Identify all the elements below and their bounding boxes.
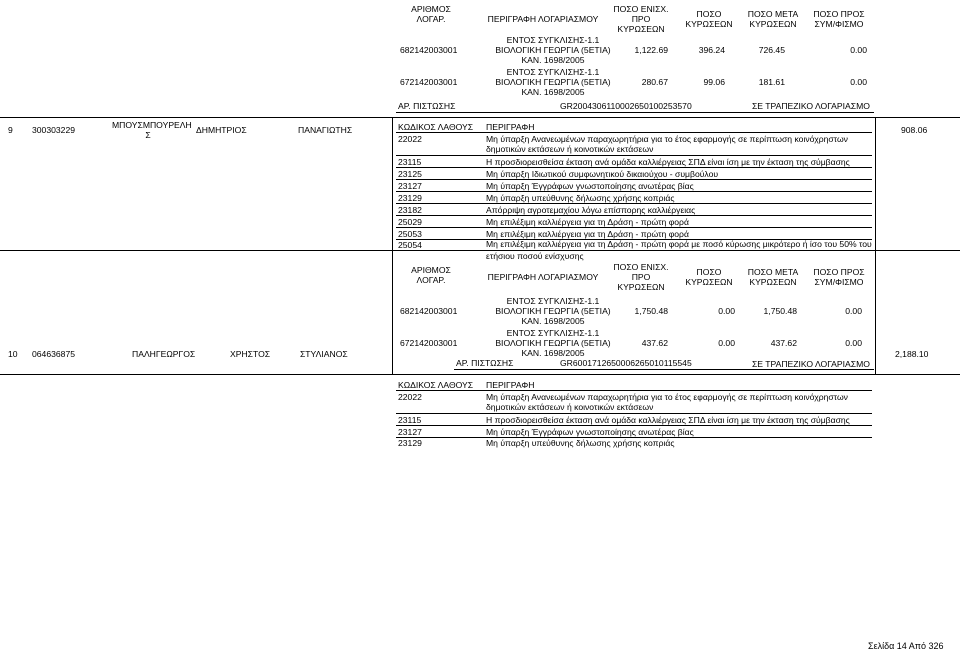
amount-offset: 0.00 — [850, 77, 867, 87]
error-description: Μη επιλέξιμη καλλιέργεια για τη Δράση - πρώτη φορά — [486, 217, 689, 227]
record-father-name: ΠΑΝΑΓΙΩΤΗΣ — [298, 125, 353, 135]
divider — [396, 215, 872, 216]
divider — [396, 425, 872, 426]
record-afm: 064636875 — [32, 349, 76, 359]
header-amount-after: ΠΟΣΟ ΜΕΤΑ ΚΥΡΩΣΕΩΝ — [747, 267, 799, 287]
error-code: 23127 — [398, 427, 422, 437]
error-description: Μη ύπαρξη Ιδιωτικού συμφωνητικού δικαιούχου - συμβούλου — [486, 169, 719, 179]
record-surname: ΜΠΟΥΣΜΠΟΥΡΕΛΗ Σ — [112, 120, 192, 140]
amount-offset: 0.00 — [845, 306, 862, 316]
divider — [875, 250, 876, 374]
error-code: 25053 — [398, 229, 422, 239]
error-code: 23115 — [398, 157, 422, 167]
record-afm: 300303229 — [32, 125, 76, 135]
amount-offset: 0.00 — [845, 338, 862, 348]
account-number: 672142003001 — [400, 77, 458, 87]
divider — [396, 227, 872, 228]
header-account-number: ΑΡΙΘΜΟΣ ΛΟΓΑΡ. — [411, 265, 451, 285]
amount-pre: 437.62 — [641, 338, 668, 348]
error-code: 23115 — [398, 415, 422, 425]
error-description: Απόρριψη αγροτεμαχίου λόγω επίσπορης καλλιέργειας — [486, 205, 696, 215]
error-description: Μη επιλέξιμη καλλιέργεια για τη Δράση - πρώτη φορά — [486, 229, 689, 239]
account-description: ΕΝΤΟΣ ΣΥΓΚΛΙΣΗΣ-1.1 ΒΙΟΛΟΓΙΚΗ ΓΕΩΡΓΙΑ (5ΕΤΙΑ) ΚΑΝ. 1698/2005 — [495, 296, 611, 326]
error-desc-header: ΠΕΡΙΓΡΑΦΗ — [486, 380, 535, 390]
account-number: 682142003001 — [400, 306, 458, 316]
header-amount-sanctions: ΠΟΣΟ ΚΥΡΩΣΕΩΝ — [685, 9, 733, 29]
header-amount-offset: ΠΟΣΟ ΠΡΟΣ ΣΥΜ/ΦΙΣΜΟ — [813, 9, 865, 29]
divider — [396, 155, 872, 156]
record-number: 10 — [8, 349, 18, 359]
credit-label: ΑΡ. ΠΙΣΤΩΣΗΣ — [456, 358, 514, 368]
error-code: 22022 — [398, 134, 422, 144]
record-number: 9 — [8, 125, 13, 135]
divider — [396, 112, 874, 113]
error-code: 23129 — [398, 438, 422, 448]
record-amount: 908.06 — [901, 125, 928, 135]
error-description: Μη ύπαρξη Ανανεωμένων παραχωρητήρια για το έτος εφαρμογής σε περίπτωση κοινόχρηστων δημοτικών εκτάσεων ή κοινοτικών εκτάσεων — [486, 134, 848, 154]
amount-after: 181.61 — [758, 77, 785, 87]
amount-offset: 0.00 — [850, 45, 867, 55]
error-code: 23182 — [398, 205, 422, 215]
amount-after: 726.45 — [758, 45, 785, 55]
amount-sanctions: 396.24 — [698, 45, 725, 55]
divider — [392, 250, 393, 374]
credit-label: ΑΡ. ΠΙΣΤΩΣΗΣ — [398, 101, 456, 111]
error-description-continued: ετήσιου ποσού ενίσχυσης — [486, 251, 584, 261]
payment-method: ΣΕ ΤΡΑΠΕΖΙΚΟ ΛΟΓΑΡΙΑΣΜΟ — [752, 101, 870, 111]
record-father-name: ΣΤΥΛΙΑΝΟΣ — [300, 349, 348, 359]
account-description: ΕΝΤΟΣ ΣΥΓΚΛΙΣΗΣ-1.1 ΒΙΟΛΟΓΙΚΗ ΓΕΩΡΓΙΑ (5ΕΤΙΑ) ΚΑΝ. 1698/2005 — [495, 35, 611, 65]
record-name: ΧΡΗΣΤΟΣ — [230, 349, 271, 359]
amount-sanctions: 0.00 — [718, 338, 735, 348]
error-code: 25054 — [398, 240, 422, 250]
payment-method: ΣΕ ΤΡΑΠΕΖΙΚΟ ΛΟΓΑΡΙΑΣΜΟ — [752, 359, 870, 369]
error-code: 23129 — [398, 193, 422, 203]
header-account-desc: ΠΕΡΙΓΡΑΦΗ ΛΟΓΑΡΙΑΣΜΟΥ — [487, 272, 599, 282]
error-code: 25029 — [398, 217, 422, 227]
error-description: Μη ύπαρξη υπεύθυνης δήλωσης χρήσης κοπριάς — [486, 438, 675, 448]
divider — [396, 179, 872, 180]
header-amount-offset: ΠΟΣΟ ΠΡΟΣ ΣΥΜ/ΦΙΣΜΟ — [813, 267, 865, 287]
divider — [396, 132, 872, 133]
divider — [396, 191, 872, 192]
header-account-desc: ΠΕΡΙΓΡΑΦΗ ΛΟΓΑΡΙΑΣΜΟΥ — [487, 14, 599, 24]
error-code: 22022 — [398, 392, 422, 402]
error-description: Η προσδιορεισθείσα έκταση ανά ομάδα καλλιέργειας ΣΠΔ είναι ίση με την έκταση της σύμβασης — [486, 415, 850, 425]
amount-after: 1,750.48 — [763, 306, 797, 316]
amount-pre: 280.67 — [641, 77, 668, 87]
iban: GR6001712650006265010115545 — [560, 358, 692, 368]
account-description: ΕΝΤΟΣ ΣΥΓΚΛΙΣΗΣ-1.1 ΒΙΟΛΟΓΙΚΗ ΓΕΩΡΓΙΑ (5ΕΤΙΑ) ΚΑΝ. 1698/2005 — [495, 67, 611, 97]
divider — [396, 413, 872, 414]
divider — [0, 117, 960, 118]
account-description: ΕΝΤΟΣ ΣΥΓΚΛΙΣΗΣ-1.1 ΒΙΟΛΟΓΙΚΗ ΓΕΩΡΓΙΑ (5ΕΤΙΑ) ΚΑΝ. 1698/2005 — [495, 328, 611, 358]
divider — [396, 167, 872, 168]
amount-after: 437.62 — [770, 338, 797, 348]
iban: GR2004306110002650100253570 — [560, 101, 692, 111]
account-number: 682142003001 — [400, 45, 458, 55]
error-description: Μη ύπαρξη Έγγράφων γνωστοποίησης ανωτέρας βίας — [486, 427, 694, 437]
amount-sanctions: 99.06 — [703, 77, 725, 87]
error-description: Η προσδιορεισθείσα έκταση ανά ομάδα καλλιέργειας ΣΠΔ είναι ίση με την έκταση της σύμβασης — [486, 157, 850, 167]
header-amount-after: ΠΟΣΟ ΜΕΤΑ ΚΥΡΩΣΕΩΝ — [747, 9, 799, 29]
error-description: Μη ύπαρξη υπεύθυνης δήλωσης χρήσης κοπριάς — [486, 193, 675, 203]
amount-sanctions: 0.00 — [718, 306, 735, 316]
divider — [875, 117, 876, 250]
record-name: ΔΗΜΗΤΡΙΟΣ — [196, 125, 247, 135]
error-code: 23127 — [398, 181, 422, 191]
error-code: 23125 — [398, 169, 422, 179]
header-account-number: ΑΡΙΘΜΟΣ ΛΟΓΑΡ. — [411, 4, 451, 24]
header-amount-sanctions: ΠΟΣΟ ΚΥΡΩΣΕΩΝ — [685, 267, 733, 287]
error-desc-header: ΠΕΡΙΓΡΑΦΗ — [486, 122, 535, 132]
record-surname: ΠΑΛΗΓΕΩΡΓΟΣ — [132, 349, 196, 359]
amount-pre: 1,122.69 — [634, 45, 668, 55]
error-description: Μη επιλέξιμη καλλιέργεια για τη Δράση - πρώτη φορά με ποσό κύρωσης μικρότερο ή ίσο του 50% του — [486, 239, 872, 249]
amount-pre: 1,750.48 — [634, 306, 668, 316]
divider — [454, 369, 874, 370]
divider — [396, 203, 872, 204]
record-amount: 2,188.10 — [895, 349, 929, 359]
page-number: Σελίδα 14 Από 326 — [868, 641, 944, 651]
divider — [0, 374, 960, 375]
divider — [392, 117, 393, 250]
divider — [396, 390, 872, 391]
error-code-header: ΚΩΔΙΚΟΣ ΛΑΘΟΥΣ — [398, 122, 474, 132]
error-description: Μη ύπαρξη Ανανεωμένων παραχωρητήρια για το έτος εφαρμογής σε περίπτωση κοινόχρηστων δημοτικών εκτάσεων ή κοινοτικών εκτάσεων — [486, 392, 848, 412]
error-description: Μη ύπαρξη Έγγράφων γνωστοποίησης ανωτέρας βίας — [486, 181, 694, 191]
account-number: 672142003001 — [400, 338, 458, 348]
error-code-header: ΚΩΔΙΚΟΣ ΛΑΘΟΥΣ — [398, 380, 474, 390]
header-amount-pre: ΠΟΣΟ ΕΝΙΣΧ. ΠΡΟ ΚΥΡΩΣΕΩΝ — [613, 4, 669, 34]
divider — [0, 250, 960, 251]
header-amount-pre: ΠΟΣΟ ΕΝΙΣΧ. ΠΡΟ ΚΥΡΩΣΕΩΝ — [613, 262, 669, 292]
